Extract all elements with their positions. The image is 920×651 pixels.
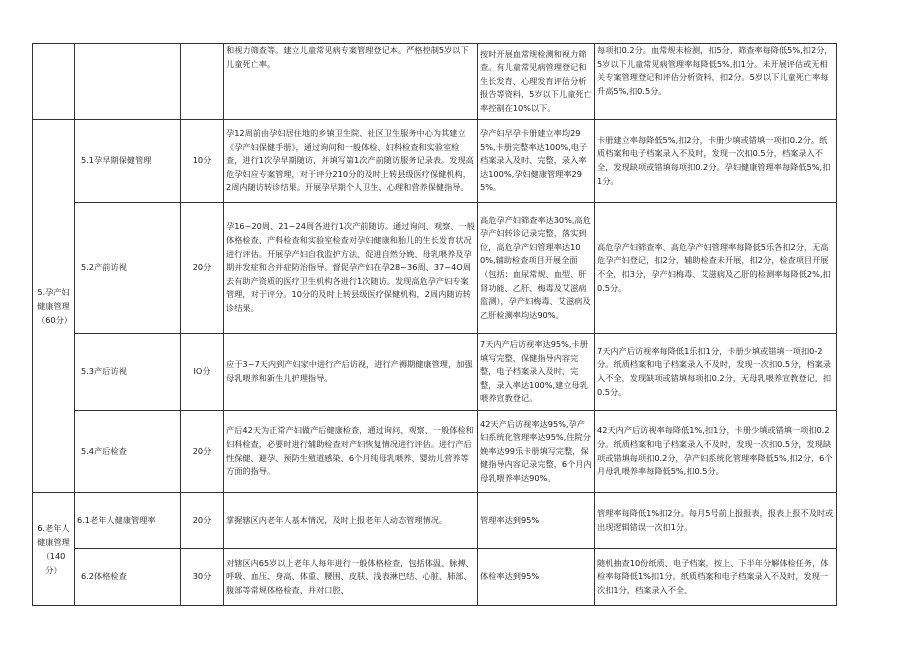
assessment-table-page <box>32 43 836 606</box>
deduction-cell: 随机抽查10份纸质、电子档案，按上、下半年分解体检任务，体检率每降低1%扣1分。纸质档案和电子档案录入不及时，发现一次扣1分，档案录入不全、 <box>595 549 837 606</box>
item-cell: 5.1孕早期保健管理 <box>75 120 181 203</box>
score-cell: 30分 <box>181 549 224 606</box>
score-cell: 20分 <box>181 411 224 493</box>
standard-cell: 体检率达到95% <box>478 549 595 606</box>
standard-cell: 管理率达到95% <box>478 493 595 549</box>
content-cell: 对辖区内65岁以上老年人每年进行一般体格检查，包括体温、脉搏、呼吸、血压、身高、体重、腰围、皮肤、浅表淋巴结、心脏、肺部、腹部等常规体格检查，并对口腔、 <box>224 549 478 606</box>
standard-cell: 孕产妇早孕卡册建立率均295%,卡册完整率达100%,电子档案录入及时、完整，录入率达100%,孕妇健康管理率295%。 <box>478 120 595 203</box>
item-cell: 6.2体格检查 <box>75 549 181 606</box>
standard-cell: 42天产后访视率达95%,孕产妇系统化管理率达95%,住院分娩率达99乐卡册填写完整，保健指导内容记录完整，6个月内母乳喂养率达90%。 <box>478 411 595 493</box>
content-cell: 孕12周前由孕妇居住地的乡镇卫生院、社区卫生服务中心为其建立《孕产妇保健手册》，通过询问和一般体检、妇科检查和实验室检查，进行1次孕早期随访，并填写第1次产前随访服务记录表。发现高危孕妇应专案管理，对于评分210分的及时上转县级医疗保健机构，2周内随访转诊结果。开展孕早期个人卫生、心理和营养保健指导。 <box>224 120 478 203</box>
table-row <box>33 549 837 606</box>
score-cell <box>181 44 224 120</box>
item-cell: 5.4产后检查 <box>75 411 181 493</box>
category-cell-maternal: 5.孕产妇健康管理（60分） <box>33 120 75 493</box>
deduction-cell: 管理率每降低1%扣2分。每月5号前上报报表，报表上报不及时或出现逻辑错误一次扣1分。 <box>595 493 837 549</box>
table-row <box>33 203 837 334</box>
content-cell: 孕16~20周、21~24周各进行1次产前随访。通过询问、观察、一般体格检查、产科检查和实验室检查对孕妇健康和胎儿的生长发育状况进行评估。开展孕产妇自我监护方法、促进自然分娩、母乳喂养及孕期并发症和合并症防治指导。督促孕产妇在孕28~36周、37~4O周去有助产资质的医疗卫生机构各进行1次随访。发现高危孕产妇专案管理，对于评分。10分的及时上转县级医疗保健机构，2周内随访转诊结果。 <box>224 203 478 334</box>
deduction-cell: 42天内产后访视率每降低1%,扣1分，卡册少填或错填一项扣0.2分。纸质档案和电子档案录入不及时，发现一次扣0.5分，发现缺项或错填每项扣0.2分，孕产妇系统化管理率降低5%,扣2分，6个月母乳喂养率每降低5%,扣0.5分。 <box>595 411 837 493</box>
score-cell: 20分 <box>181 493 224 549</box>
deduction-cell: 每项扣0.2分。血常规未检测，扣5分，筛查率每降低5%,扣2分，5岁以下儿童常见病管理率每降低5%,扣1分。未开展评估或无相关专案管理登记和评估分析资料，扣2分。5岁以下儿童死亡率每升高5%,扣0.5分。 <box>595 44 837 120</box>
content-cell: 应于3~7天内到产妇家中进行产后访视，进行产褥期健康管理，加强母乳喂养和新生儿护理指导。 <box>224 334 478 411</box>
category-cell-elderly: 6.老年人健康管理（140分） <box>33 493 75 606</box>
category-cell <box>33 44 75 120</box>
content-cell: 和视力筛查等。建立儿童常见病专案管理登记本。严格控制5岁以下儿童死亡率。 <box>224 44 478 120</box>
assessment-table <box>32 43 837 606</box>
score-cell: 10分 <box>181 120 224 203</box>
deduction-cell: 高危孕产妇筛查率、高危孕产妇管理率每降低5乐各扣2分，无高危孕产妇登记，扣2分，辅助检查未开展，扣2分，检查项目开展不全，扣3分，孕产妇梅毒、艾滋病及乙肝的检测率每降低2%,扣0.5分。 <box>595 203 837 334</box>
standard-cell: 按时开展血常规检测和视力筛查。有儿童常见病管理登记和生长发育、心理发育评估分析报告等资料，5岁以下儿童死亡率控制在10%以下。 <box>478 44 595 120</box>
item-cell: 6.1老年人健康管理率 <box>75 493 181 549</box>
table-row <box>33 44 837 120</box>
score-cell: IO分 <box>181 334 224 411</box>
content-cell: 产后42天为正常产妇做产后健康检查，通过询问、观察、一般体检和妇科检查，必要时进行辅助检查对产妇恢复情况进行评估。进行产后性保健、避孕、预防生殖道感染、6个月纯母乳喂养、婴幼儿营养等方面的指导。 <box>224 411 478 493</box>
item-cell: 5.2产前访视 <box>75 203 181 334</box>
content-cell: 掌握辖区内老年人基本情况，及时上报老年人动态管理情况。 <box>224 493 478 549</box>
table-row <box>33 120 837 203</box>
standard-cell: 7天内产后访视率达95%,卡册填写完整，保健指导内容完整，电子档案录入及时、完整，录入率达100%,建立母乳喂养宣教登记。 <box>478 334 595 411</box>
score-cell: 20分 <box>181 203 224 334</box>
item-cell: 5.3产后访视 <box>75 334 181 411</box>
deduction-cell: 卡册建立率每降低5%,扣2分，卡册少填或错填一项扣0.2分。纸质档案和电子档案录入不及时，发现一次扣0.5分，档案录入不全，发现缺项或错填每项扣0.2分。孕妇健康管理率每降低5%,扣1分。 <box>595 120 837 203</box>
item-cell <box>75 44 181 120</box>
table-row <box>33 411 837 493</box>
deduction-cell: 7天内产后访视率每降低1乐扣1分，卡册少填或错填一项扣0-2分。纸质档案和电子档案录入不及时，发现一次扣0.5分，档案录入不全，发现缺项或错填每项扣0.2分，无母乳喂养宣教登记，扣0.5分。 <box>595 334 837 411</box>
table-row <box>33 493 837 549</box>
standard-cell: 高危孕产妇筛查率达30%,高危孕产妇转诊记录完整，落实到位，高危孕产妇管理率达100%,辅助检查项目开展全面（包括：血尿常规、血型、肝肾功能、乙肝、梅毒及艾滋病监测），孕产妇梅毒、艾滋病及乙肝检测率均达90%。 <box>478 203 595 334</box>
table-row <box>33 334 837 411</box>
